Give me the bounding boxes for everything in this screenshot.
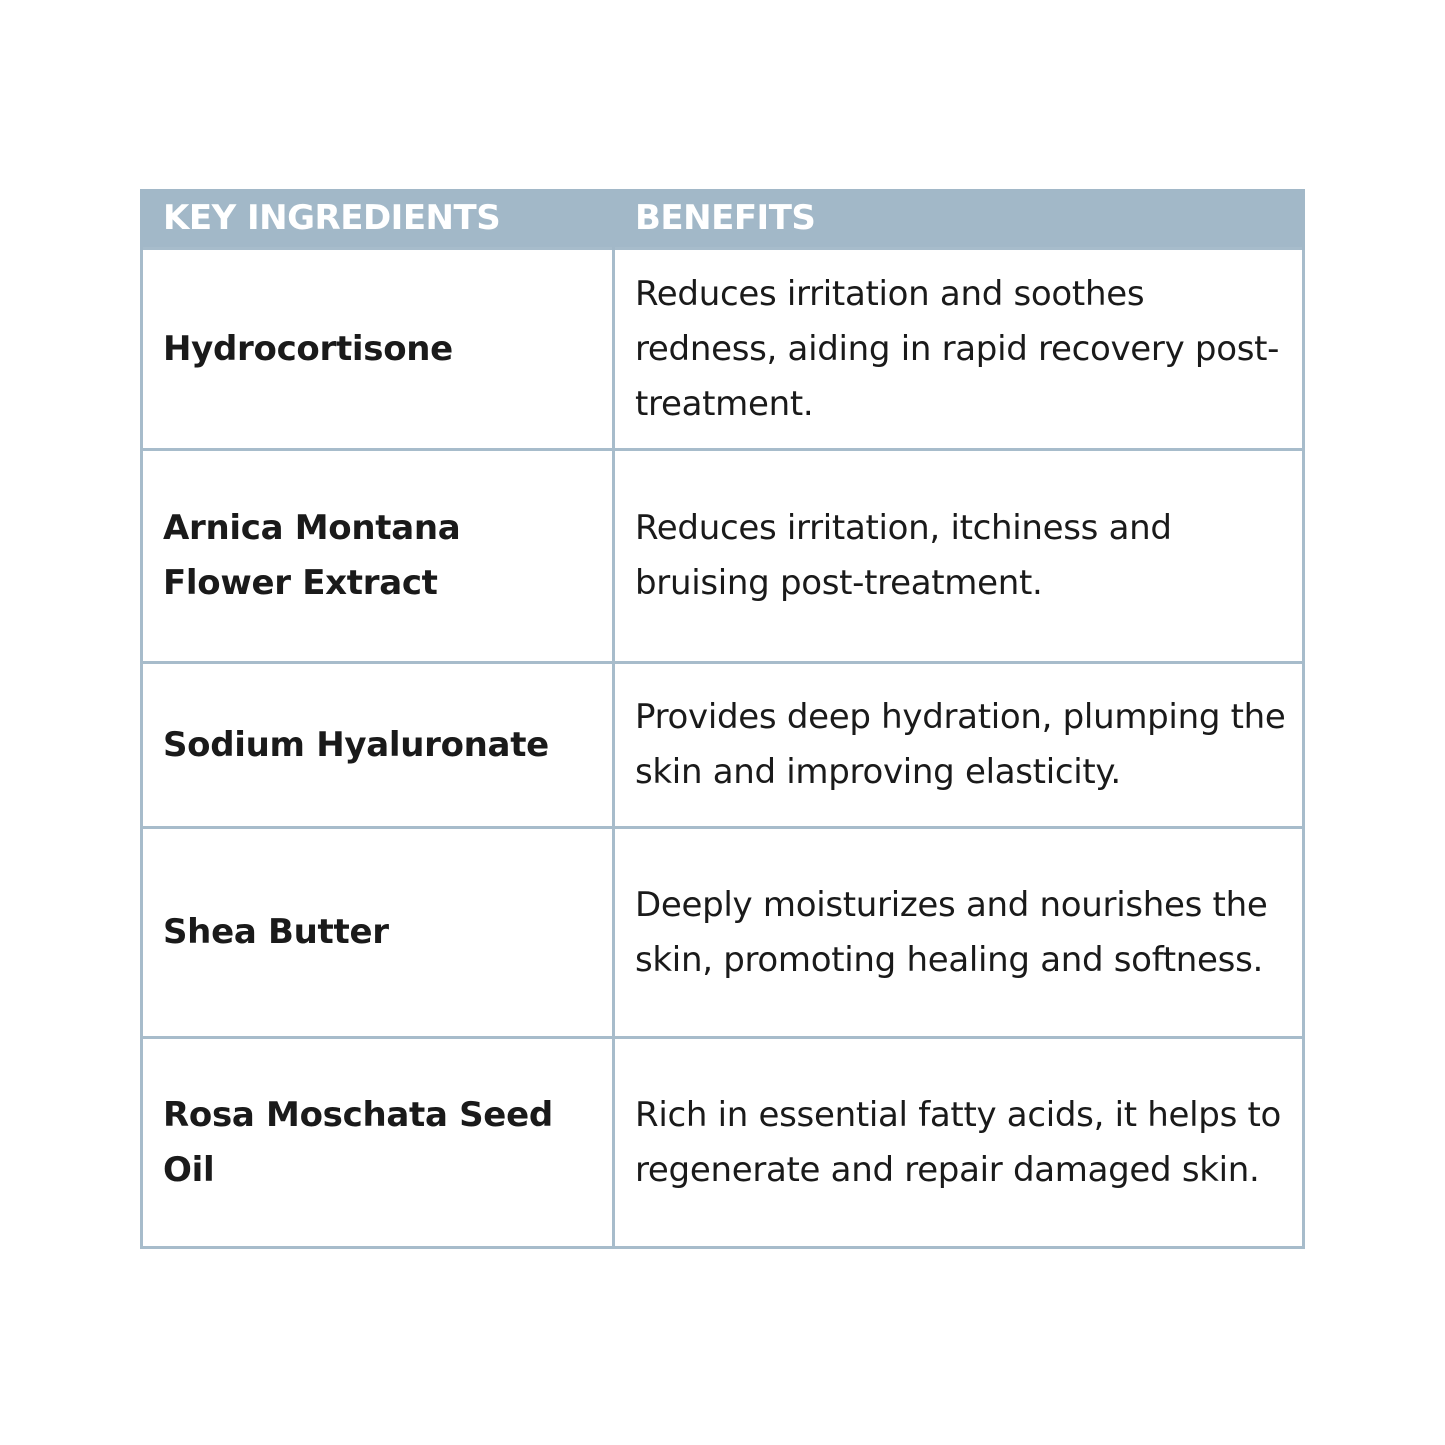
ingredient-name: Rosa Moschata Seed Oil [142, 1038, 614, 1248]
table-row [142, 249, 1304, 450]
header-key-ingredients: KEY INGREDIENTS [142, 189, 614, 249]
ingredient-benefit: Reduces irritation, itchiness and bruising post-treatment. [614, 450, 1304, 663]
ingredient-name: Sodium Hyaluronate [142, 663, 614, 828]
ingredient-benefit: Deeply moisturizes and nourishes the skin, promoting healing and softness. [614, 828, 1304, 1038]
table-row [142, 828, 1304, 1038]
table-row [142, 1038, 1304, 1248]
ingredient-name: Hydrocortisone [142, 249, 614, 450]
ingredient-name: Shea Butter [142, 828, 614, 1038]
table-row [142, 663, 1304, 828]
ingredient-benefit: Rich in essential fatty acids, it helps to regenerate and repair damaged skin. [614, 1038, 1304, 1248]
ingredient-name: Arnica Montana Flower Extract [142, 450, 614, 663]
ingredient-benefit: Provides deep hydration, plumping the skin and improving elasticity. [614, 663, 1304, 828]
ingredients-table [140, 189, 1305, 1249]
table-header-row [142, 189, 1304, 249]
header-benefits: BENEFITS [614, 189, 1304, 249]
table-row [142, 450, 1304, 663]
ingredient-benefit: Reduces irritation and soothes redness, aiding in rapid recovery post-treatment. [614, 249, 1304, 450]
